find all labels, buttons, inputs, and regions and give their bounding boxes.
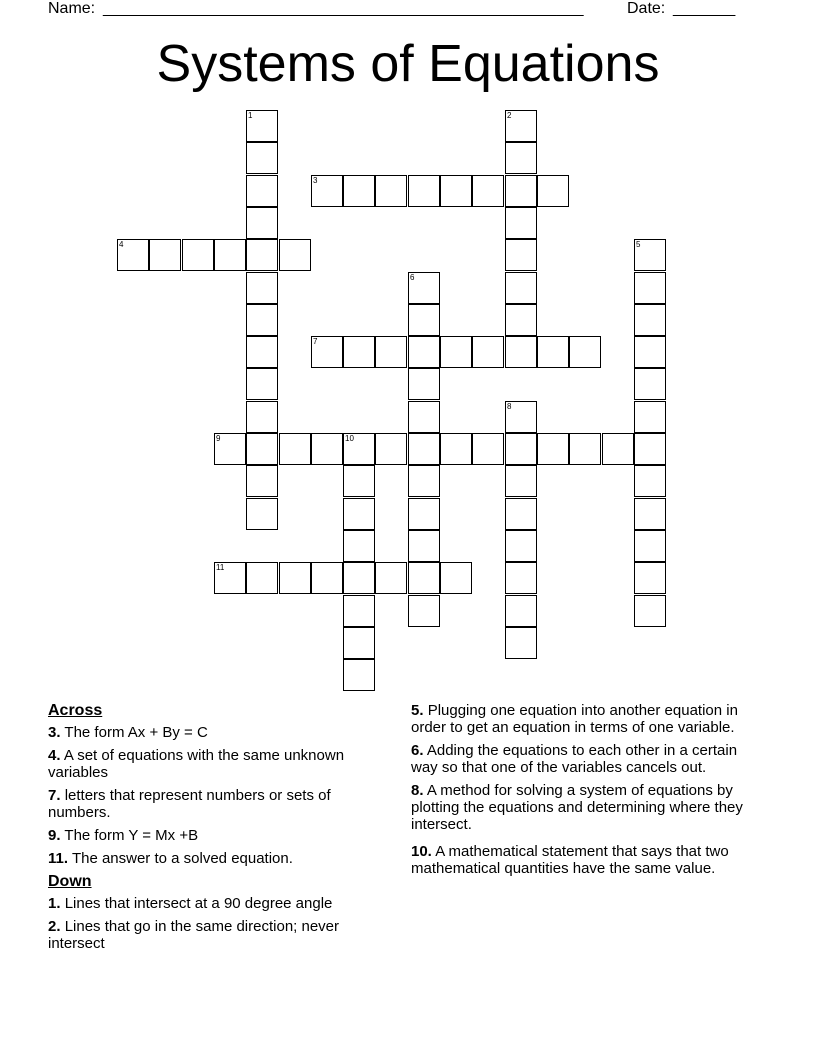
clue-number: 6 — [410, 273, 415, 282]
crossword-cell[interactable] — [505, 142, 537, 174]
clue-down-10: 10. A mathematical statement that says that two mathematical quantities have the same value. — [411, 843, 729, 877]
crossword-cell[interactable] — [279, 433, 311, 465]
clue-number: 4 — [119, 240, 124, 249]
crossword-cell[interactable] — [246, 175, 278, 207]
crossword-cell[interactable] — [311, 175, 343, 207]
crossword-cell[interactable] — [634, 465, 666, 497]
crossword-cell[interactable] — [440, 433, 472, 465]
clue-down-5: 5. Plugging one equation into another equation in order to get an equation in terms of one variable. — [411, 702, 738, 736]
crossword-cell[interactable] — [634, 272, 666, 304]
crossword-cell[interactable] — [408, 336, 440, 368]
crossword-cell[interactable] — [375, 562, 407, 594]
crossword-cell[interactable] — [569, 433, 601, 465]
crossword-cell[interactable] — [343, 595, 375, 627]
crossword-cell[interactable] — [343, 175, 375, 207]
name-label: Name: — [48, 0, 96, 17]
crossword-cell[interactable] — [569, 336, 601, 368]
crossword-cell[interactable] — [505, 562, 537, 594]
crossword-cell[interactable] — [634, 433, 666, 465]
crossword-cell[interactable] — [634, 562, 666, 594]
crossword-cell[interactable] — [279, 562, 311, 594]
crossword-cell[interactable] — [537, 433, 569, 465]
crossword-cell[interactable] — [505, 595, 537, 627]
clue-down-8: 8. A method for solving a system of equations by plotting the equations and determining where they intersect. — [411, 782, 743, 833]
crossword-cell[interactable] — [246, 239, 278, 271]
crossword-cell[interactable] — [279, 239, 311, 271]
clue-number: 7 — [313, 337, 318, 346]
crossword-cell[interactable] — [440, 175, 472, 207]
crossword-cell[interactable] — [505, 304, 537, 336]
crossword-cell[interactable] — [343, 562, 375, 594]
crossword-cell[interactable] — [408, 562, 440, 594]
crossword-cell[interactable] — [634, 239, 666, 271]
crossword-cell[interactable] — [537, 175, 569, 207]
crossword-cell[interactable] — [408, 368, 440, 400]
crossword-cell[interactable] — [634, 401, 666, 433]
crossword-cell[interactable] — [537, 336, 569, 368]
crossword-cell[interactable] — [634, 368, 666, 400]
crossword-cell[interactable] — [505, 239, 537, 271]
clue-number: 5 — [636, 240, 641, 249]
clue-down-1: 1. Lines that intersect at a 90 degree angle — [48, 895, 333, 912]
clue-number: 11 — [216, 563, 225, 572]
crossword-cell[interactable] — [246, 304, 278, 336]
crossword-cell[interactable] — [634, 530, 666, 562]
clue-down-6: 6. Adding the equations to each other in a certain way so that one of the variables cancels out. — [411, 742, 738, 776]
clue-number: 1 — [248, 111, 253, 120]
crossword-cell[interactable] — [311, 562, 343, 594]
crossword-cell[interactable] — [634, 498, 666, 530]
crossword-cell[interactable] — [246, 562, 278, 594]
crossword-cell[interactable] — [440, 336, 472, 368]
crossword-cell[interactable] — [505, 110, 537, 142]
date-field[interactable]: _______ — [673, 0, 736, 17]
crossword-cell[interactable] — [505, 530, 537, 562]
crossword-cell[interactable] — [505, 207, 537, 239]
clue-across-9: 9. The form Y = Mx +B — [48, 827, 199, 844]
crossword-cell[interactable] — [602, 433, 634, 465]
crossword-cell[interactable] — [505, 272, 537, 304]
clue-across-4: 4. A set of equations with the same unknown variables — [48, 747, 345, 781]
clue-number: 8 — [507, 402, 512, 411]
clue-across-11: 11. The answer to a solved equation. — [48, 850, 293, 867]
clues-right-column — [411, 702, 761, 883]
crossword-cell[interactable] — [408, 272, 440, 304]
crossword-cell[interactable] — [246, 110, 278, 142]
crossword-cell[interactable] — [408, 175, 440, 207]
crossword-cell[interactable] — [408, 465, 440, 497]
crossword-cell[interactable] — [634, 336, 666, 368]
crossword-cell[interactable] — [408, 401, 440, 433]
crossword-cell[interactable] — [246, 142, 278, 174]
crossword-cell[interactable] — [505, 433, 537, 465]
crossword-cell[interactable] — [505, 627, 537, 659]
crossword-cell[interactable] — [246, 368, 278, 400]
crossword-cell[interactable] — [246, 207, 278, 239]
crossword-cell[interactable] — [246, 272, 278, 304]
down-heading: Down — [48, 873, 92, 890]
crossword-cell[interactable] — [408, 304, 440, 336]
crossword-cell[interactable] — [246, 465, 278, 497]
crossword-cell[interactable] — [343, 336, 375, 368]
clue-number: 9 — [216, 434, 221, 443]
crossword-cell[interactable] — [343, 465, 375, 497]
crossword-cell[interactable] — [311, 433, 343, 465]
crossword-cell[interactable] — [634, 595, 666, 627]
crossword-cell[interactable] — [311, 336, 343, 368]
page-title: Systems of Equations — [156, 35, 660, 93]
clue-number: 3 — [313, 176, 318, 185]
crossword-cell[interactable] — [634, 304, 666, 336]
crossword-cell[interactable] — [343, 627, 375, 659]
crossword-cell[interactable] — [246, 336, 278, 368]
crossword-cell[interactable] — [182, 239, 214, 271]
crossword-cell[interactable] — [408, 595, 440, 627]
crossword-cell[interactable] — [440, 562, 472, 594]
crossword-cell[interactable] — [214, 562, 246, 594]
date-label: Date: — [627, 0, 666, 17]
crossword-cell[interactable] — [246, 401, 278, 433]
clue-number: 2 — [507, 111, 512, 120]
across-heading: Across — [48, 702, 103, 719]
clue-number: 10 — [345, 434, 354, 443]
clue-across-7: 7. letters that represent numbers or sets of numbers. — [48, 787, 331, 821]
crossword-cell[interactable] — [246, 498, 278, 530]
clue-across-3: 3. The form Ax + By = C — [48, 724, 208, 741]
crossword-cell[interactable] — [375, 433, 407, 465]
crossword-cell[interactable] — [375, 336, 407, 368]
crossword-cell[interactable] — [505, 336, 537, 368]
name-field[interactable]: ______________________________________________________ — [103, 0, 584, 17]
clues-left-column — [48, 702, 388, 958]
crossword-cell[interactable] — [214, 239, 246, 271]
crossword-cell[interactable] — [214, 433, 246, 465]
clue-down-2: 2. Lines that go in the same direction; never intersect — [48, 918, 340, 952]
crossword-cell[interactable] — [505, 498, 537, 530]
crossword-cell[interactable] — [505, 465, 537, 497]
crossword-cell[interactable] — [343, 433, 375, 465]
crossword-cell[interactable] — [472, 433, 504, 465]
crossword-cell[interactable] — [505, 401, 537, 433]
crossword-cell[interactable] — [343, 659, 375, 691]
crossword-cell[interactable] — [375, 175, 407, 207]
crossword-cell[interactable] — [472, 336, 504, 368]
crossword-cell[interactable] — [408, 498, 440, 530]
crossword-cell[interactable] — [343, 498, 375, 530]
crossword-cell[interactable] — [149, 239, 181, 271]
crossword-cell[interactable] — [505, 175, 537, 207]
crossword-cell[interactable] — [117, 239, 149, 271]
crossword-cell[interactable] — [472, 175, 504, 207]
crossword-cell[interactable] — [408, 530, 440, 562]
crossword-cell[interactable] — [343, 530, 375, 562]
crossword-cell[interactable] — [246, 433, 278, 465]
crossword-cell[interactable] — [408, 433, 440, 465]
